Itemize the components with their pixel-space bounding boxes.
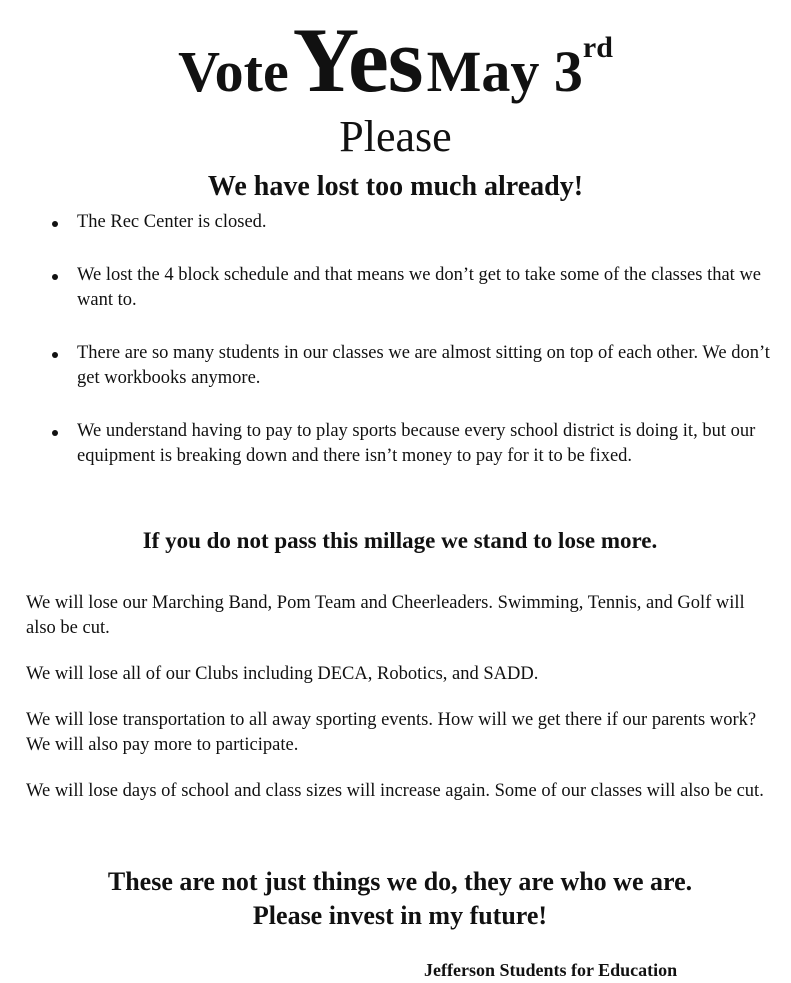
closing-line-1: These are not just things we do, they are who we are. (107, 867, 693, 896)
bullet-item: We understand having to pay to play sports because every school district is doing it, but our equipment is breaking down and there isn’t money to pay for it to be fixed. (50, 419, 770, 469)
paragraph: We will lose days of school and class sizes will increase again. Some of our classes will also be cut. (26, 781, 764, 801)
closing-line-2: Please invest in my future! (252, 901, 548, 930)
title-date: May 3 (426, 39, 583, 104)
paragraph: We will lose transportation to all away sporting events. How will we get there if our parents work? We will also pay more to participate. (26, 710, 757, 755)
loss-paragraphs (26, 591, 776, 825)
title-vote: Vote (178, 39, 289, 104)
paragraph: We will lose our Marching Band, Pom Team and Cheerleaders. Swimming, Tennis, and Golf will also be cut. (26, 593, 745, 638)
millage-heading: If you do not pass this millage we stand to lose more. (142, 528, 658, 553)
title-date-suffix: rd (582, 31, 613, 64)
please-heading: Please (339, 112, 452, 161)
lost-heading: We have lost too much already! (207, 171, 584, 202)
title-yes: Yes (292, 9, 423, 111)
bullet-item: The Rec Center is closed. (50, 210, 770, 235)
closing-statement (0, 865, 791, 933)
paragraph: We will lose all of our Clubs including DECA, Robotics, and SADD. (26, 664, 539, 684)
flyer-title (0, 9, 791, 111)
bullet-list (50, 210, 770, 497)
signature: Jefferson Students for Education (424, 960, 678, 980)
bullet-item: There are so many students in our classes we are almost sitting on top of each other. We don’t get workbooks anymore. (50, 341, 770, 391)
bullet-item: We lost the 4 block schedule and that means we don’t get to take some of the classes that we want to. (50, 263, 770, 313)
